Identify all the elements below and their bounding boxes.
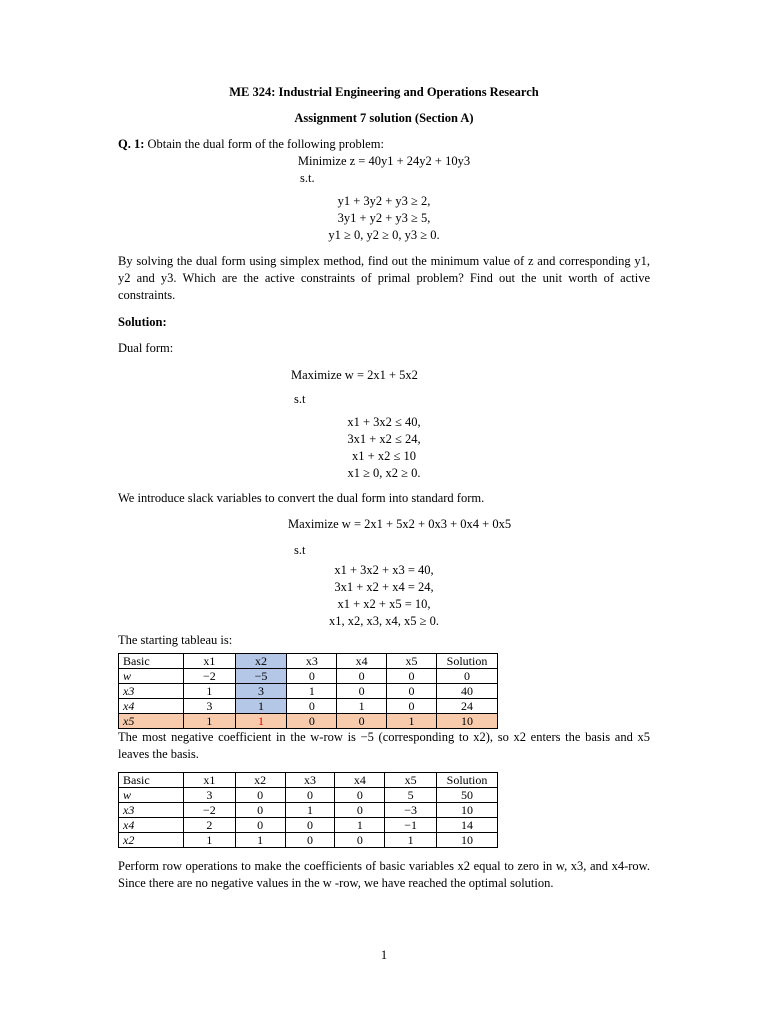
table-cell: 1: [337, 699, 387, 714]
pivot-row: [119, 714, 498, 729]
table-cell: 10: [437, 803, 498, 818]
table-row: [119, 788, 498, 803]
pivot-explanation: The most negative coefficient in the w-row is −5 (corresponding to x2), so x2 enters the basis and x5 leaves the basis.: [118, 730, 650, 761]
dual-constraint-2: 3x1 + x2 ≤ 24,: [347, 432, 421, 446]
table-header-row: [119, 773, 498, 788]
table-cell: x3: [119, 684, 184, 699]
table-cell: 1: [184, 684, 236, 699]
dual-form-label: Dual form:: [118, 341, 174, 355]
primal-constraint-1: y1 + 3y2 + y3 ≥ 2,: [337, 194, 431, 208]
question-paragraph: By solving the dual form using simplex method, find out the minimum value of z and corresponding y1, y2 and y3. Which are the active constraints of primal problem? Find out the unit worth of active constraints.: [118, 254, 650, 302]
table-cell: x5: [119, 714, 184, 729]
solution-heading: Solution:: [118, 315, 167, 329]
table-cell: 10: [437, 833, 498, 848]
table-cell: 1: [387, 714, 437, 729]
table-cell: 1: [184, 833, 236, 848]
table-cell: 0: [285, 833, 335, 848]
table-cell: 2: [184, 818, 236, 833]
assignment-title: Assignment 7 solution (Section A): [294, 111, 474, 125]
table-cell: 0: [337, 684, 387, 699]
table-cell: −2: [184, 669, 236, 684]
standard-constraint-4: x1, x2, x3, x4, x5 ≥ 0.: [329, 614, 439, 628]
document-page: [118, 84, 650, 892]
table-cell: 0: [235, 788, 285, 803]
table-cell: 0: [387, 669, 437, 684]
table-cell: 14: [437, 818, 498, 833]
table-header: x3: [285, 773, 335, 788]
primal-constraint-2: 3y1 + y2 + y3 ≥ 5,: [337, 211, 431, 225]
table-header: Solution: [437, 654, 498, 669]
table-cell: w: [119, 669, 184, 684]
table-cell: 1: [285, 803, 335, 818]
table-cell: 0: [287, 699, 337, 714]
table-cell: 1: [287, 684, 337, 699]
table-cell: 0: [287, 669, 337, 684]
table-cell: 0: [285, 818, 335, 833]
question-text: Obtain the dual form of the following problem:: [147, 137, 384, 151]
table-header: Basic: [119, 773, 184, 788]
question-label: Q. 1:: [118, 137, 145, 151]
table-cell: w: [119, 788, 184, 803]
standard-objective: Maximize w = 2x1 + 5x2 + 0x3 + 0x4 + 0x5: [288, 517, 512, 531]
table-header: x5: [385, 773, 437, 788]
dual-constraint-4: x1 ≥ 0, x2 ≥ 0.: [347, 466, 421, 480]
table-cell: 1: [184, 714, 236, 729]
table-header: Basic: [119, 654, 184, 669]
final-paragraph: Perform row operations to make the coefficients of basic variables x2 equal to zero in w, x3, and x4-row. Since there are no negative values in the w -row, we have reached the optimal solution.: [118, 859, 650, 890]
table-row: [119, 803, 498, 818]
table-cell: −2: [184, 803, 236, 818]
page-number: 1: [380, 948, 388, 962]
table-row: [119, 833, 498, 848]
standard-st: s.t: [294, 543, 306, 557]
table-cell: 1: [335, 818, 385, 833]
table-cell: 3: [235, 684, 287, 699]
table-cell: −5: [235, 669, 287, 684]
table-cell: x3: [119, 803, 184, 818]
table-header: x4: [335, 773, 385, 788]
table-header: x2: [235, 773, 285, 788]
table-cell: 0: [387, 699, 437, 714]
table-cell: x2: [119, 833, 184, 848]
table-cell: 0: [335, 833, 385, 848]
primal-objective: Minimize z = 40y1 + 24y2 + 10y3: [297, 154, 471, 168]
slack-text: We introduce slack variables to convert the dual form into standard form.: [118, 491, 485, 505]
table-cell: 0: [335, 788, 385, 803]
table-cell: 40: [437, 684, 498, 699]
table-cell: 0: [387, 684, 437, 699]
table-cell: 0: [337, 669, 387, 684]
table-header: x4: [337, 654, 387, 669]
table-cell: 0: [235, 803, 285, 818]
table-cell: 50: [437, 788, 498, 803]
standard-constraint-3: x1 + x2 + x5 = 10,: [337, 597, 431, 611]
table-header: x1: [184, 773, 236, 788]
starting-tableau: [118, 653, 498, 729]
table-cell: 5: [385, 788, 437, 803]
table-cell: 3: [184, 699, 236, 714]
table-header: Solution: [437, 773, 498, 788]
table-header: x5: [387, 654, 437, 669]
question-line: [118, 136, 650, 153]
table-row: [119, 818, 498, 833]
table-cell: 0: [335, 803, 385, 818]
pivot-element: 1: [235, 714, 287, 729]
table-cell: 1: [235, 699, 287, 714]
second-tableau: [118, 772, 498, 848]
dual-constraint-1: x1 + 3x2 ≤ 40,: [347, 415, 421, 429]
table-cell: x4: [119, 699, 184, 714]
course-title: ME 324: Industrial Engineering and Operations Research: [229, 85, 539, 99]
table-cell: −3: [385, 803, 437, 818]
dual-constraint-3: x1 + x2 ≤ 10: [352, 449, 416, 463]
table-cell: 24: [437, 699, 498, 714]
table-cell: x4: [119, 818, 184, 833]
table-row: [119, 684, 498, 699]
table-cell: −1: [385, 818, 437, 833]
table-header: x2: [235, 654, 287, 669]
table-cell: 1: [385, 833, 437, 848]
table-cell: 0: [437, 669, 498, 684]
table-cell: 10: [437, 714, 498, 729]
primal-constraint-3: y1 ≥ 0, y2 ≥ 0, y3 ≥ 0.: [328, 228, 440, 242]
tableau-intro: The starting tableau is:: [118, 633, 233, 647]
table-cell: 1: [235, 833, 285, 848]
table-cell: 0: [285, 788, 335, 803]
table-cell: 3: [184, 788, 236, 803]
table-cell: 0: [235, 818, 285, 833]
table-row: [119, 669, 498, 684]
table-cell: 0: [337, 714, 387, 729]
dual-objective: Maximize w = 2x1 + 5x2: [291, 368, 418, 382]
table-header: x3: [287, 654, 337, 669]
primal-st: s.t.: [300, 171, 315, 185]
table-row: [119, 699, 498, 714]
dual-st: s.t: [294, 392, 306, 406]
table-header: x1: [184, 654, 236, 669]
table-header-row: [119, 654, 498, 669]
table-cell: 0: [287, 714, 337, 729]
standard-constraint-1: x1 + 3x2 + x3 = 40,: [334, 563, 434, 577]
standard-constraint-2: 3x1 + x2 + x4 = 24,: [334, 580, 434, 594]
